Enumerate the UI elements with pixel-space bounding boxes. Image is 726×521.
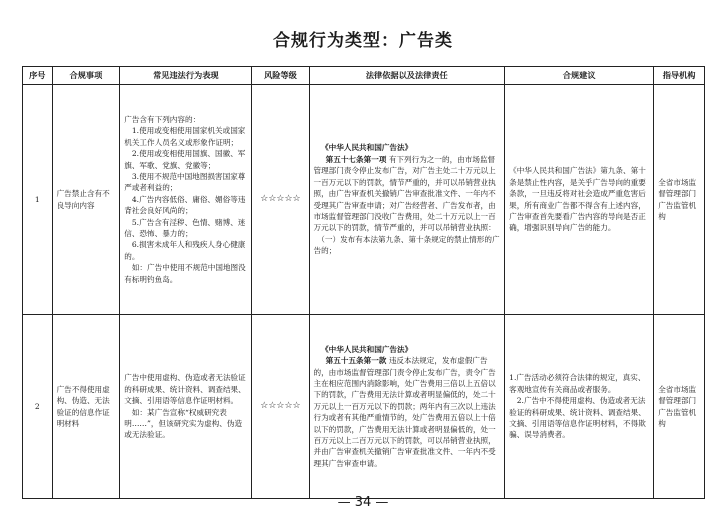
header-item: 合规事项	[52, 67, 120, 85]
law-text: 有下列行为之一的，由市场监督管理部门责令停止发布广告，对广告主处二十万元以上一百万元以下的罚款，情节严重的，并可以吊销营业执照，由广告审查机关撤销广告审查批准文件、一年内不受理其广告审查申请；对广告经营者、广告发布者，由市场监督管理部门没收广告费用，处二十万元以上一百万元以下的罚款，情节严重的，并可以吊销营业执照： （一）发布有本法第九条、第十条规定的禁止情形的广告的；	[313, 154, 500, 256]
compliance-item: 广告禁止含有不良导向内容	[52, 85, 120, 315]
header-behaviors: 常见违法行为表现	[120, 67, 252, 85]
advice-cell	[505, 85, 654, 315]
behaviors-cell	[120, 85, 252, 315]
law-cell	[309, 315, 505, 499]
table-header-row	[23, 67, 705, 85]
header-no: 序号	[23, 67, 53, 85]
page-title: 合规行为类型：广告类	[273, 31, 453, 51]
compliance-table	[22, 66, 705, 499]
law-cell	[309, 85, 505, 315]
law-article: 第五十五条第一款	[325, 356, 387, 366]
risk-level-stars: ☆☆☆☆☆	[252, 315, 309, 499]
behaviors-text: 广告中使用虚构、伪造或者无法验证的科研成果、统计资料、调查结果、文摘、引用语等信息作证明材料。 如：某广告宣称“权威研究表明……”，但该研究实为虚构、伪造或无法验证。	[124, 373, 246, 440]
risk-level-stars: ☆☆☆☆☆	[252, 85, 309, 315]
law-text: 违反本法规定，发布虚假广告的，由市场监督管理部门责令停止发布广告，责令广告主在相应范围内消除影响，处广告费用三倍以上五倍以下的罚款，广告费用无法计算或者明显偏低的，处二十万元以上一百万元以下的罚款；两年内有三次以上违法行为或者有其他严重情节的，处广告费用五倍以上十倍以下的罚款，广告费用无法计算或者明显偏低的，处一百万元以上二百万元以下的罚款，可以吊销营业执照，并由广告审查机关撤销广告审查批准文件、一年内不受理其广告审查申请。	[313, 356, 496, 468]
behaviors-cell	[120, 315, 252, 499]
header-advice: 合规建议	[505, 67, 654, 85]
table-row	[23, 315, 705, 499]
header-risk: 风险等级	[252, 67, 309, 85]
advice-text: 《中华人民共和国广告法》第九条、第十条是禁止性内容，是关乎广告导向的重要条款，一旦违反将对社会造成严重危害后果，所有商业广告都不得含有上述内容，广告审查首先要看广告内容的导向是否正确，增强识别导向广告的能力。	[509, 166, 646, 233]
agency-cell: 全省市场监督管理部门广告监管机构	[654, 85, 705, 315]
page-number: — 34 —	[337, 495, 389, 510]
law-name: 《中华人民共和国广告法》	[321, 143, 413, 153]
advice-cell	[505, 315, 654, 499]
advice-text: 1.广告活动必须符合法律的规定，真实、客观地宣传有关商品或者服务。 2.广告中不得使用虚构、伪造或者无法验证的科研成果、统计资料、调查结果、文摘、引用语等信息作证明材料，不得欺骗、误导消费者。	[509, 373, 646, 440]
row-number: 2	[23, 315, 53, 499]
law-article: 第五十七条第一项	[325, 154, 387, 164]
compliance-item: 广告不得使用虚构、伪造、无法验证的信息作证明材料	[52, 315, 120, 499]
law-name: 《中华人民共和国广告法》	[321, 344, 413, 354]
header-agency: 指导机构	[654, 67, 705, 85]
behaviors-text: 广告含有下列内容的： 1.使用或变相使用国家机关或国家机关工作人员名义或形象作证明； 2.使用或变相使用国旗、国徽、军旗、军歌、党旗、党徽等； 3.使用不规范中国地图损害国家尊严或者利益的； 4.广告内容低俗、庸俗、媚俗等违背社会良好风尚的； 5.广告含有淫秽、色情、赌博、迷信、恐怖、暴力的； 6.损害未成年人和残疾人身心健康的。 如：广告中使用不规范中国地图没有标明钓鱼岛。	[124, 114, 246, 284]
table-row	[23, 85, 705, 315]
agency-cell: 全省市场监督管理部门广告监管机构	[654, 315, 705, 499]
row-number: 1	[23, 85, 53, 315]
header-law: 法律依据以及法律责任	[309, 67, 505, 85]
